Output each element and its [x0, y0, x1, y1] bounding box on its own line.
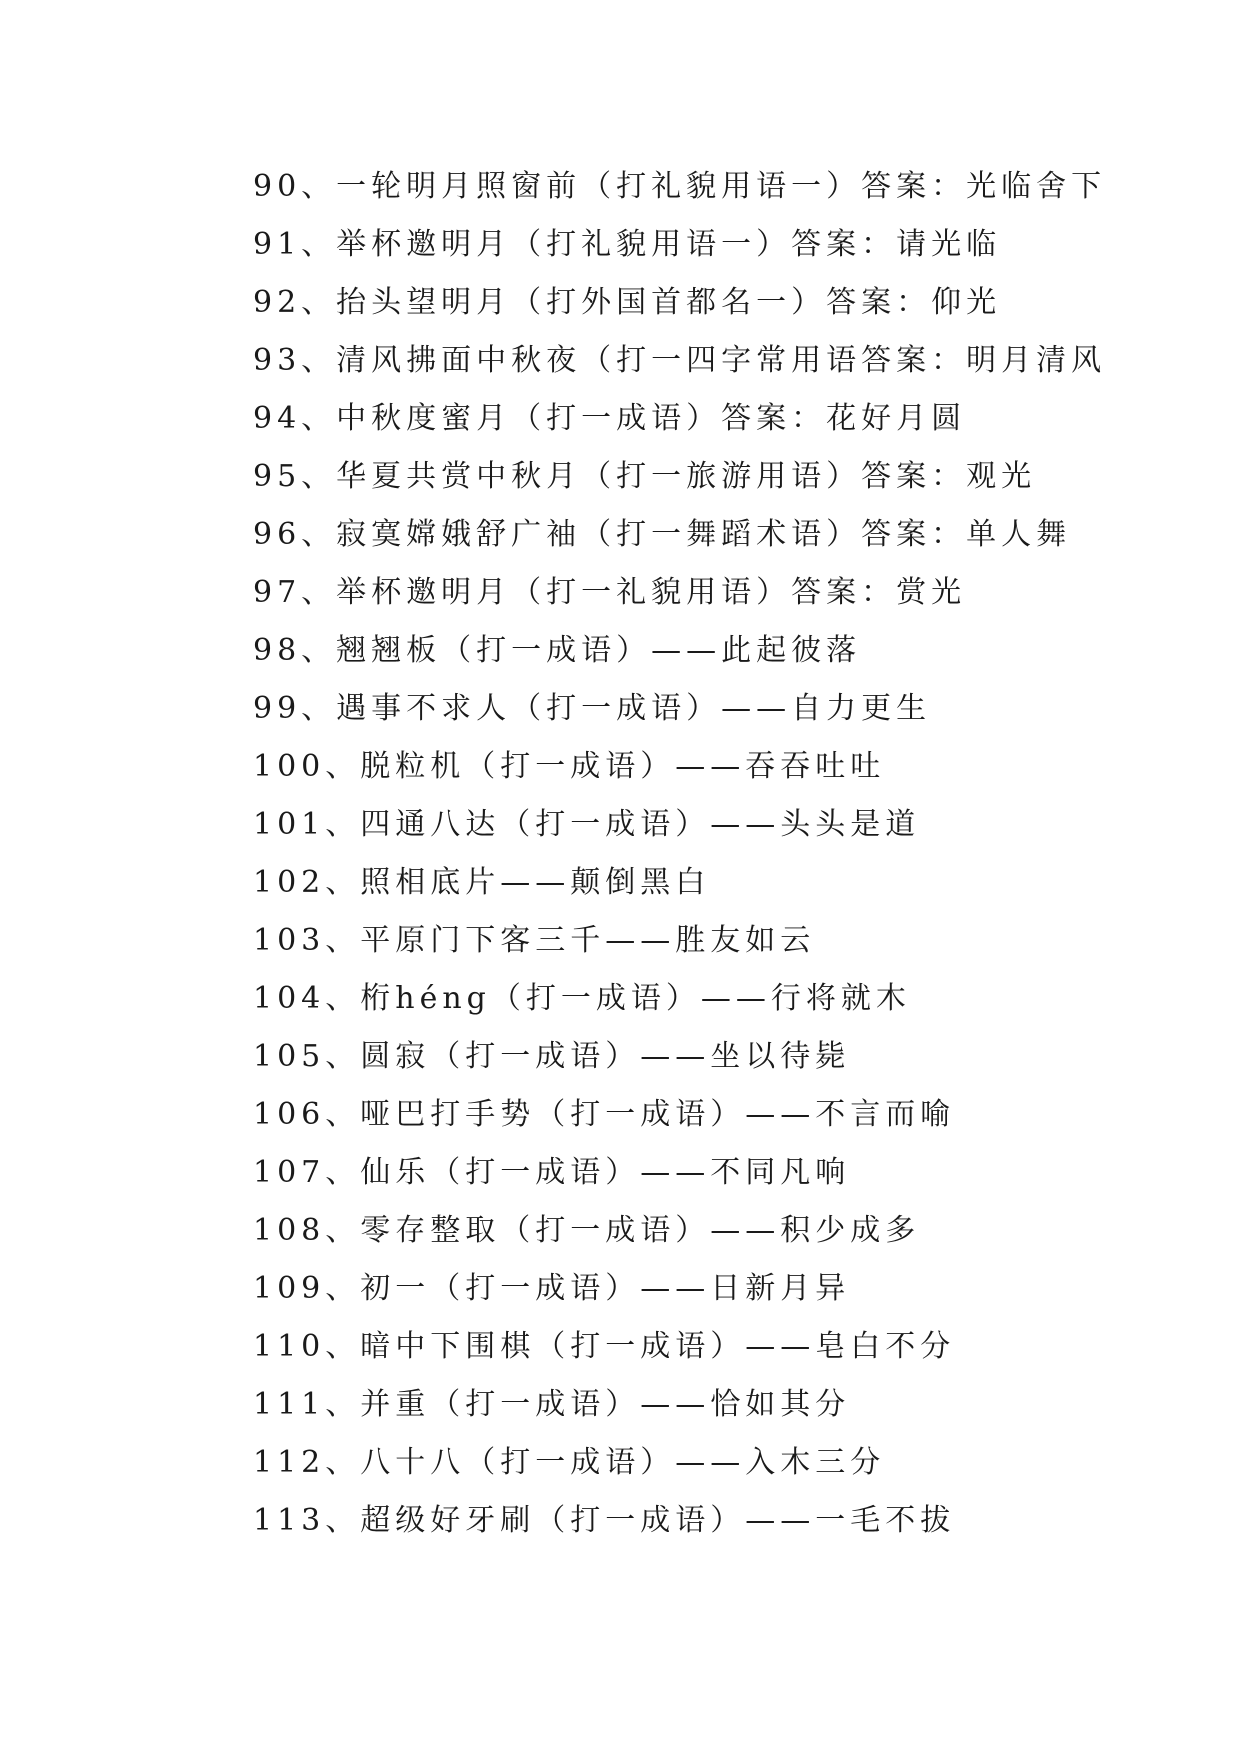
riddle-line-108: 108、零存整取（打一成语）——积少成多 — [253, 1213, 921, 1248]
riddle-line-92: 92、抬头望明月（打外国首都名一）答案：仰光 — [253, 285, 1002, 320]
riddle-line-112: 112、八十八（打一成语）——入木三分 — [253, 1445, 886, 1480]
riddle-line-109: 109、初一（打一成语）——日新月异 — [253, 1271, 851, 1306]
riddle-line-100: 100、脱粒机（打一成语）——吞吞吐吐 — [253, 749, 886, 784]
riddle-line-103: 103、平原门下客三千——胜友如云 — [253, 923, 816, 958]
riddle-line-113: 113、超级好牙刷（打一成语）——一毛不拔 — [253, 1503, 956, 1538]
riddle-line-110: 110、暗中下围棋（打一成语）——皂白不分 — [253, 1329, 956, 1364]
riddle-line-95: 95、华夏共赏中秋月（打一旅游用语）答案：观光 — [253, 459, 1037, 494]
riddle-line-93: 93、清风拂面中秋夜（打一四字常用语答案：明月清风 — [253, 343, 1107, 378]
riddle-line-106: 106、哑巴打手势（打一成语）——不言而喻 — [253, 1097, 956, 1132]
riddle-line-102: 102、照相底片——颠倒黑白 — [253, 865, 711, 900]
riddle-line-91: 91、举杯邀明月（打礼貌用语一）答案：请光临 — [253, 227, 1002, 262]
riddle-line-99: 99、遇事不求人（打一成语）——自力更生 — [253, 691, 932, 726]
riddle-list — [253, 158, 1153, 1550]
riddle-line-98: 98、翘翘板（打一成语）——此起彼落 — [253, 633, 862, 668]
riddle-line-111: 111、并重（打一成语）——恰如其分 — [253, 1387, 851, 1422]
riddle-line-97: 97、举杯邀明月（打一礼貌用语）答案：赏光 — [253, 575, 967, 610]
riddle-line-101: 101、四通八达（打一成语）——头头是道 — [253, 807, 921, 842]
riddle-line-90: 90、一轮明月照窗前（打礼貌用语一）答案：光临舍下 — [253, 169, 1107, 204]
riddle-line-96: 96、寂寞嫦娥舒广袖（打一舞蹈术语）答案：单人舞 — [253, 517, 1072, 552]
riddle-line-107: 107、仙乐（打一成语）——不同凡响 — [253, 1155, 851, 1190]
riddle-line-104: 104、桁héng（打一成语）——行将就木 — [253, 981, 911, 1016]
riddle-line-94: 94、中秋度蜜月（打一成语）答案：花好月圆 — [253, 401, 967, 436]
riddle-line-105: 105、圆寂（打一成语）——坐以待毙 — [253, 1039, 851, 1074]
